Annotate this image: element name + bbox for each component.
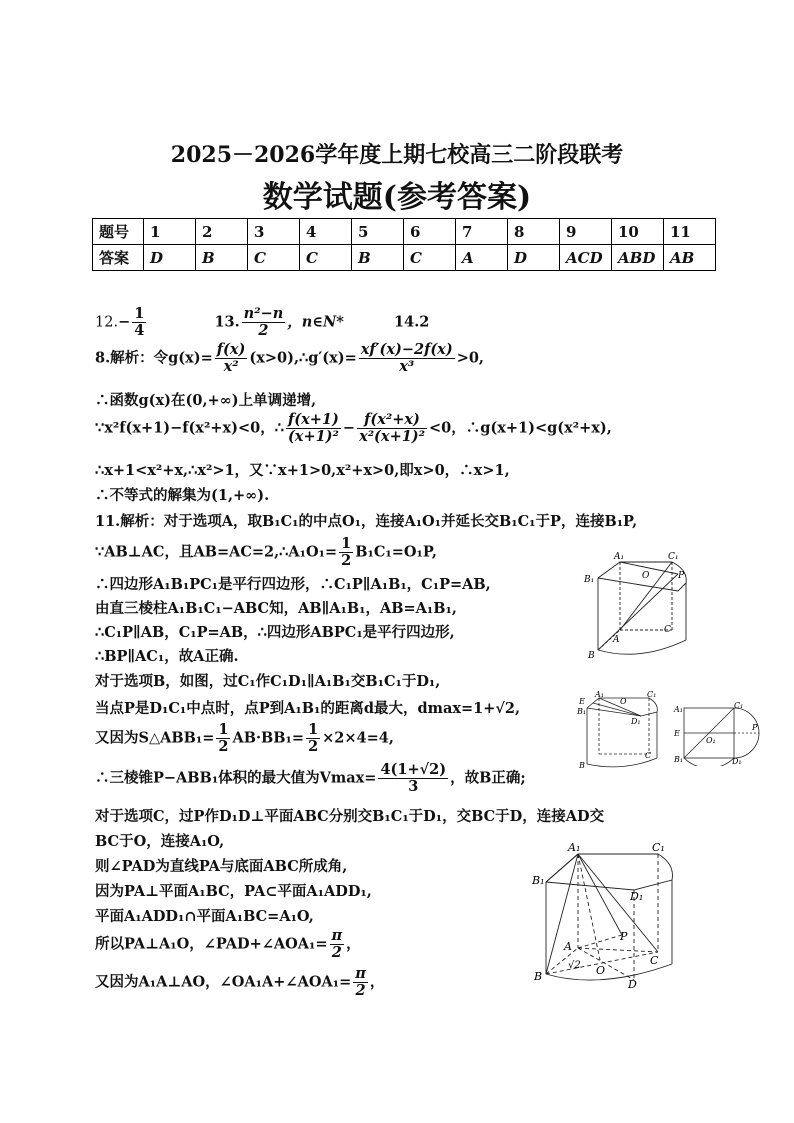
fig2-label-A1: A₁ [595,690,604,699]
sol11-line-8: 当点P是D₁C₁中点时，点P到A₁B₁的距离d最大，dmax=1+√2, [95,700,521,717]
fig2-label-E: E [579,697,585,706]
fig4-label-P: P [620,930,628,943]
frac-den: 2 [331,944,342,961]
number-cell: 4 [300,219,352,245]
sol11-fraction [378,762,448,795]
frac-den: (x+1)² [287,428,339,445]
frac-num: 1 [341,535,352,552]
q14-answer: 14.2 [394,313,430,331]
fig1-label-B1: B₁ [584,575,595,585]
sol11-text: ， [369,973,385,991]
answer-cell: ABD [612,245,664,271]
frac-den: x²(x+1)² [359,428,426,445]
sol11-line-3: ∴四边形A₁B₁PC₁是平行四边形，∴C₁P∥A₁B₁，C₁P=AB, [95,576,491,593]
q12-num: 1 [134,305,145,322]
fig1-label-B: B [588,651,595,660]
frac-den: 2 [218,738,229,755]
frac-num: f(x) [216,341,246,358]
sol11-fraction [353,966,368,999]
q12-fraction [132,306,146,339]
sol8-fraction [286,412,341,445]
sol11-fraction [216,722,230,755]
fig4-label-D1: D₁ [630,890,644,903]
answer-table-number-row [93,219,716,245]
frac-den: x³ [399,358,415,375]
number-cell: 7 [456,219,508,245]
fig1-label-A: A [613,635,620,645]
sol8-line-3 [95,412,612,445]
sol11-fraction [330,928,345,961]
sol8-text: (x>0),∴g′(x)= [249,349,357,367]
q13-num: n²−n [243,305,284,322]
fig1-label-C1: C₁ [668,552,679,562]
frac-num: f(x²+x) [357,412,427,429]
sol8-fraction [215,342,248,375]
sol11-text: ∵AB⊥AC，且AB=AC=2,∴A₁O₁= [95,543,338,561]
fig1-label-A1: A₁ [614,552,625,562]
sol11-line-7: 对于选项B，如图，过C₁作C₁D₁∥A₁B₁交B₁C₁于D₁, [95,673,441,690]
sol11-line-4: 由直三棱柱A₁B₁C₁−ABC知，AB∥A₁B₁，AB=A₁B₁, [95,600,457,617]
sol8-text: ∵x²f(x+1)−f(x²+x)<0，∴ [95,419,284,437]
figure-prism-3 [530,840,700,990]
sol11-text: AB·BB₁= [232,729,305,747]
sol11-text: 又因为S△ABB₁= [95,729,215,747]
fig2-label-D1: D₁ [631,717,641,726]
sol8-line-1 [95,342,484,375]
sol11-line-14: 因为PA⊥平面A₁BC，PA⊂平面A₁ADD₁, [95,883,372,900]
sol11-text: ∴三棱锥P−ABB₁体积的最大值为Vmax= [95,769,377,787]
fig4-label-A: A [564,940,572,953]
q13-fraction [242,306,286,339]
number-cell: 8 [508,219,560,245]
frac-num: xf′(x)−2f(x) [360,341,453,358]
sol8-fraction [357,412,427,445]
fig4-label-A1: A₁ [568,841,581,854]
sol11-text: ×2×4=4, [322,729,394,747]
fig3-label-A1: A₁ [674,705,683,714]
sol8-line-4: ∴x+1<x²+x,∴x²>1，又∵x+1>0,x²+x>0,即x>0，∴x>1, [95,462,510,479]
frac-den: x² [223,358,239,375]
sol8-text: <0，∴g(x+1)<g(x²+x), [429,419,612,437]
q13-den: 2 [258,322,269,339]
answer-cell: B [196,245,248,271]
number-cell: 1 [144,219,196,245]
fig4-label-root2: √2 [568,960,581,971]
sol11-line-12: BC于O，连接A₁O, [95,833,225,850]
fig2-label-B: B [579,761,585,770]
sol11-line-6: ∴BP∥AC₁，故A正确. [95,648,239,665]
page-subtitle: 数学试题(参考答案) [262,180,532,215]
fig2-label-C1: C₁ [647,690,657,699]
sol11-line-13: 则∠PAD为直线PA与底面ABC所成角, [95,858,348,875]
figure-top-view [672,700,762,766]
sol11-text: 所以PA⊥A₁O，∠PAD+∠AOA₁= [95,935,328,953]
number-cell: 9 [560,219,612,245]
frac-den: 2 [308,738,319,755]
sol8-text: >0, [456,349,484,367]
fig3-label-D1: D₁ [732,757,742,766]
answer-cell: AB [664,245,716,271]
fig4-label-O: O [596,964,606,977]
fig1-label-P: P [678,571,685,581]
sol8-text: 8.解析：令g(x)= [95,349,213,367]
sol11-text: ， [346,935,361,953]
number-cell: 10 [612,219,664,245]
frac-den: 2 [341,552,352,569]
answer-cell: D [508,245,560,271]
fig4-label-C1: C₁ [652,841,665,854]
frac-num: π [331,927,343,944]
sol11-line-5: ∴C₁P∥AB，C₁P=AB，∴四边形ABPC₁是平行四边形, [95,624,455,641]
sol11-text: B₁C₁=O₁P, [355,543,437,561]
number-cell: 5 [352,219,404,245]
row-label-number: 题号 [93,219,144,245]
row-label-answer: 答案 [93,245,144,271]
sol11-text: ，故B正确; [450,769,526,787]
sol8-line-5: ∴不等式的解集为(1,+∞). [95,487,270,504]
frac-num: π [355,965,366,982]
fig2-label-C: C [645,751,652,760]
number-cell: 11 [664,219,716,245]
q12-minus: − [118,313,131,331]
frac-num: 4(1+√2) [380,761,447,778]
answer-cell: C [300,245,352,271]
answer-cell: C [248,245,300,271]
number-cell: 3 [248,219,300,245]
frac-num: 1 [308,721,319,738]
frac-den: 2 [355,982,366,999]
answer-table [92,218,716,271]
sol11-fraction [339,536,353,569]
sol8-text: − [342,419,356,437]
fig4-label-C: C [650,954,659,967]
number-cell: 6 [404,219,456,245]
sol11-line-9 [95,722,394,755]
q13-tail: ，n∈N* [287,313,344,331]
sol11-line-16 [95,928,361,961]
fig4-label-B1: B₁ [532,874,545,887]
fig3-label-P: P [752,723,758,732]
number-cell: 2 [196,219,248,245]
sol8-line-2: ∴函数g(x)在(0,+∞)上单调递增, [95,392,317,409]
fig3-label-C1: C₁ [734,701,744,710]
fig2-label-O: O [620,697,627,706]
frac-num: 1 [218,721,229,738]
fill-blank-answers [95,306,429,339]
frac-num: f(x+1) [286,412,341,429]
figure-prism-1 [580,550,700,660]
answer-cell: B [352,245,404,271]
frac-den: 3 [408,778,419,795]
q12-den: 4 [134,322,145,339]
sol11-line-17 [95,966,384,999]
fig3-label-E: E [674,729,680,738]
answer-cell: C [404,245,456,271]
sol11-line-1: 11.解析：对于选项A，取B₁C₁的中点O₁，连接A₁O₁并延长交B₁C₁于P，连接B₁P, [95,513,638,530]
sol11-fraction [306,722,320,755]
q13-label: 13. [214,313,240,331]
answer-cell: ACD [560,245,612,271]
answer-cell: A [456,245,508,271]
sol11-line-10 [95,762,526,795]
page-title: 2025－2026学年度上期七校高三二阶段联考 [170,142,624,168]
answer-table-answer-row [93,245,716,271]
fig4-label-B: B [534,970,543,983]
fig2-label-B1: B₁ [577,707,587,716]
sol8-fraction [359,342,455,375]
answer-cell: D [144,245,196,271]
fig4-label-D: D [628,978,637,990]
fig1-label-O: O [642,571,650,581]
sol11-line-11: 对于选项C，过P作D₁D⊥平面ABC分别交B₁C₁于D₁，交BC于D，连接AD交 [95,808,605,825]
fig3-label-B1: B₁ [674,755,684,764]
fig3-label-O1: O₁ [706,736,716,745]
q12-label: 12. [95,314,119,331]
sol11-line-2 [95,536,437,569]
fig1-label-C: C [664,625,671,635]
sol11-line-15: 平面A₁ADD₁∩平面A₁BC=A₁O, [95,908,314,925]
figure-prism-2 [575,690,670,770]
sol11-text: 又因为A₁A⊥AO，∠OA₁A+∠AOA₁= [95,973,352,991]
